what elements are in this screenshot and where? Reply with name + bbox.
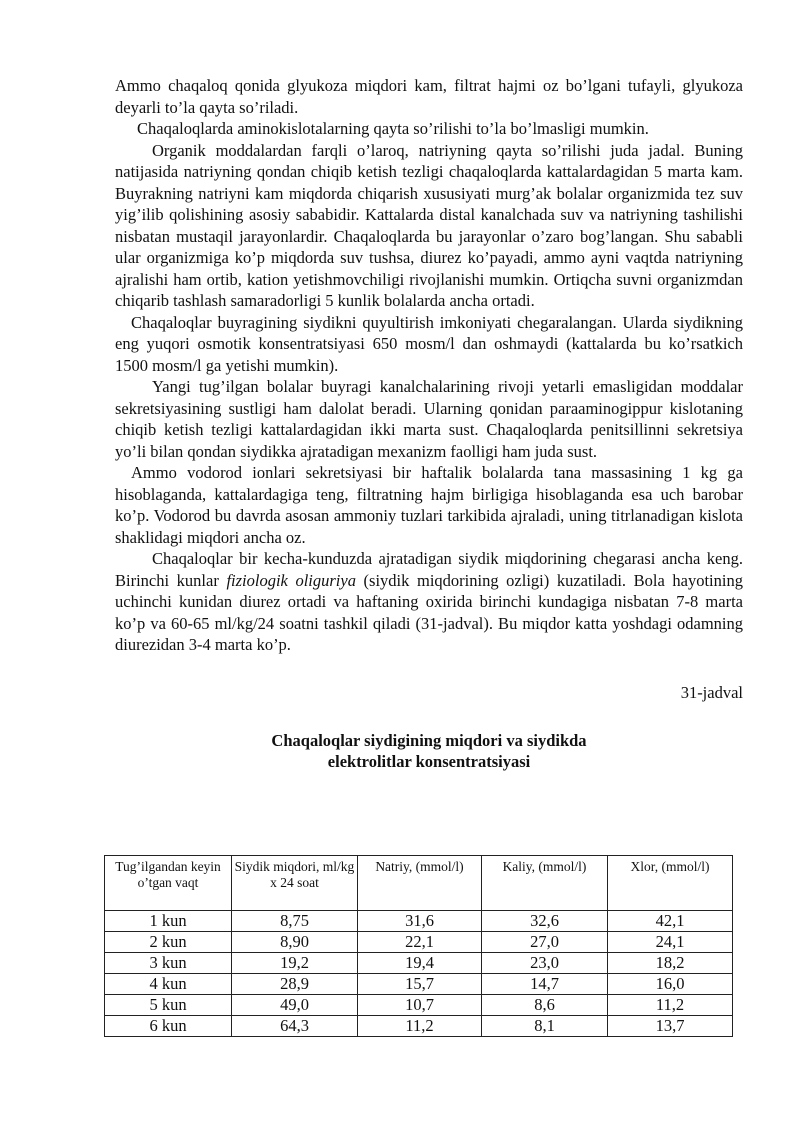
cell-chlorine: 16,0 [608,974,733,995]
cell-potassium: 8,1 [482,1016,608,1037]
table-row [105,974,733,995]
cell-potassium: 14,7 [482,974,608,995]
header-urine-volume: Siydik miqdori, ml/kg x 24 soat [232,856,358,911]
table-row [105,911,733,932]
cell-potassium: 8,6 [482,995,608,1016]
cell-time: 5 kun [105,995,232,1016]
paragraph-diuresis-start: Chaqaloqlar bir kecha-kunduzda ajratadigan siydik miqdorining chegarasi ancha keng. Birinchi kunlar [115,549,743,590]
cell-chlorine: 18,2 [608,953,733,974]
header-sodium: Natriy, (mmol/l) [358,856,482,911]
cell-urine-volume: 19,2 [232,953,358,974]
term-oliguria: fiziologik oliguriya [226,570,356,590]
cell-time: 1 kun [105,911,232,932]
cell-urine-volume: 8,75 [232,911,358,932]
table-title-line2: elektrolitlar konsentratsiyasi [327,752,531,771]
header-chlorine: Xlor, (mmol/l) [608,856,733,911]
cell-sodium: 22,1 [358,932,482,953]
header-time: Tug’ilgandan keyin o’tgan vaqt [105,856,232,911]
cell-sodium: 11,2 [358,1016,482,1037]
table-reference: 31-jadval [680,682,743,702]
table-title [115,730,743,772]
cell-potassium: 23,0 [482,953,608,974]
cell-time: 2 kun [105,932,232,953]
cell-chlorine: 42,1 [608,911,733,932]
paragraph-diuresis-end: (siydik miqdorining ozligi) kuzatiladi. Bola hayotining uchinchi kunidan diurez ortadi va haftaning oxirida birinchi kundagiga nisbatan 7-8 marta ko’p va 60-65 ml/kg/24 soatni tashkil qiladi (31-jadval). Bu miqdor katta yoshdagi odamning diurezidan 3-4 marta ko’p. [115,570,743,654]
paragraph-aminoacids: Chaqaloqlarda aminokislotalarning qayta so’rilishi to’la bo’lmasligi mumkin. [137,119,649,138]
cell-urine-volume: 28,9 [232,974,358,995]
paragraph-diuresis [115,548,743,656]
paragraph-secretion: Yangi tug’ilgan bolalar buyragi kanalchalarining rivoji yetarli emasligidan moddalar sekretsiyasining sustligi ham dalolat beradi. Ularning qonidan paraaminogippur kislotaning chiqib ketish tezligi kattalardagidan ikki marta sust. Chaqaloqlarda penitsillinni sekretsiya yo’li bilan qondan siydikka ajratadigan mexanizm faolligi ham juda sust. [115,377,743,461]
cell-sodium: 10,7 [358,995,482,1016]
body-text [115,75,743,772]
cell-chlorine: 11,2 [608,995,733,1016]
cell-chlorine: 24,1 [608,932,733,953]
cell-urine-volume: 8,90 [232,932,358,953]
table-row [105,1016,733,1037]
table-title-line1: Chaqaloqlar siydigining miqdori va siydikda [271,731,587,750]
table-header-row [105,856,733,911]
table-row [105,953,733,974]
cell-potassium: 27,0 [482,932,608,953]
cell-chlorine: 13,7 [608,1016,733,1037]
cell-time: 6 kun [105,1016,232,1037]
table-row [105,995,733,1016]
cell-urine-volume: 64,3 [232,1016,358,1037]
cell-sodium: 15,7 [358,974,482,995]
cell-time: 3 kun [105,953,232,974]
cell-time: 4 kun [105,974,232,995]
table-row [105,932,733,953]
cell-potassium: 32,6 [482,911,608,932]
paragraph-concentration: Chaqaloqlar buyragining siydikni quyultirish imkoniyati chegaralangan. Ularda siydikning eng yuqori osmotik konsentratsiyasi 650 mosm/l dan oshmaydi (kattalarda bu ko’rsatkich 1500 mosm/l ga yetishi mumkin). [115,312,743,375]
paragraph-glucose: Ammo chaqaloq qonida glyukoza miqdori kam, filtrat hajmi oz bo’lgani tufayli, glyukoza deyarli to’la qayta so’riladi. [115,76,743,117]
cell-sodium: 31,6 [358,911,482,932]
cell-sodium: 19,4 [358,953,482,974]
paragraph-sodium: Organik moddalardan farqli o’laroq, natriyning qayta so’rilishi juda jadal. Buning natijasida natriyning qondan chiqib ketish tezligi chaqaloqlarda kattalardagidan 5 marta kam. Buyrakning natriyni kam miqdorda chiqarish xususiyati murg’ak bolalar organizmida tez suv yig’ilib qolishining asosiy sababidir. Kattalarda distal kanalchada suv va natriyning tashilishi nisbatan mustaqil jarayonlardir. Chaqaloqlarda bu jarayonlar o’zaro bog’langan. Shu sababli ular organizmiga ko’p miqdorda suv tushsa, diurez ko’payadi, ammo ayni vaqtda natriyning ajralishi ham ortib, kation yetishmovchiligi rivojlanishi mumkin. Ortiqcha suvni organizmdan chiqarib tashlash samaradorligi 5 kunlik bolalarda ancha ortadi. [115,140,743,310]
paragraph-hydrogen: Ammo vodorod ionlari sekretsiyasi bir haftalik bolalarda tana massasining 1 kg ga hisoblaganda, kattalardagiga teng, filtratning hajm birligiga hisoblaganda esa uch barobar ko’p. Vodorod bu davrda asosan ammoniy tuzlari tarkibida ajraladi, uning titrlanadigan kislota shaklidagi miqdori ancha oz. [115,463,743,547]
urine-electrolytes-table [104,855,733,1037]
header-potassium: Kaliy, (mmol/l) [482,856,608,911]
cell-urine-volume: 49,0 [232,995,358,1016]
